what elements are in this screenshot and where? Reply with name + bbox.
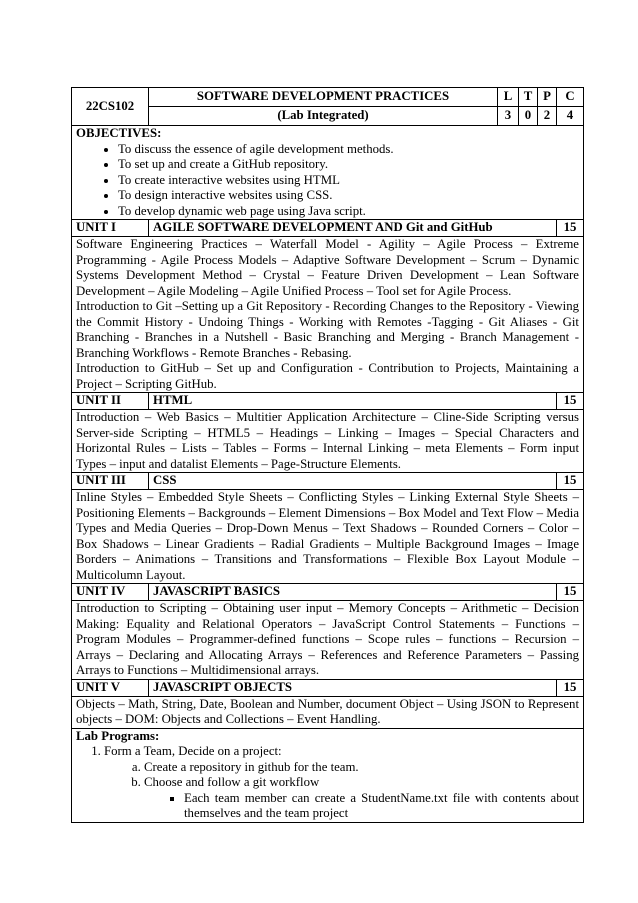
credit-value-c: 4 [557,107,584,126]
lab-item [104,744,579,822]
lab-item-text: Form a Team, Decide on a project: [104,744,282,758]
lab-sublist [104,760,579,822]
unit-paragraph: Inline Styles – Embedded Style Sheets – Conflicting Styles – Linking External Style Sheets – Positioning Elements – Backgrounds – Element Dimensions – Box Model and Text Flow – Media Types and Media Queries – Drop-Down Menus – Text Shadows – Rounded Corners – Color – Box Shadows – Linear Gradients – Radial Gradients – Multiple Background Images – Image Borders – Animations – Transitions and Transformations – Flexible Box Layout Module – Multicolumn Layout. [76,490,579,582]
objective-item: • To set up and create a GitHub repository. [118,157,579,173]
unit-label: UNIT III [72,473,149,490]
lab-heading: Lab Programs: [76,728,160,743]
unit-hours: 15 [557,473,584,490]
unit-paragraph: Introduction to GitHub – Set up and Configuration - Contribution to Projects, Maintaining a Project – Scripting GitHub. [76,361,579,391]
unit-hours: 15 [557,584,584,601]
unit-content [72,237,584,393]
unit-title: HTML [149,393,557,410]
lab-bullets [144,791,579,822]
credit-label-l: L [498,88,519,107]
objective-item: • To discuss the essence of agile development methods. [118,142,579,158]
lab-programs-section [72,728,584,822]
unit-paragraph: Introduction to Scripting – Obtaining user input – Memory Concepts – Arithmetic – Decision Making: Equality and Relational Operators – JavaScript Control Statements – Functions – Program Modules – Programmer-defined functions – Scope rules – functions – Recursion – Arrays – Declaring and Allocating Arrays – References and Reference Parameters – Passing Arrays to Functions – Multidimensional arrays. [76,601,579,677]
unit-paragraph: Introduction to Git –Setting up a Git Repository - Recording Changes to the Repository - Viewing the Commit History - Undoing Things - Working with Remotes -Tagging - Git Aliases - Git Branching - Branches in a Nutshell - Basic Branching and Merging - Branch Management - Branching Workflows - Remote Branches - Rebasing. [76,299,579,360]
unit-hours: 15 [557,393,584,410]
credit-value-p: 2 [538,107,557,126]
unit-content [72,601,584,680]
lab-subitem: a. Create a repository in github for the team. [144,760,579,776]
unit-content [72,490,584,584]
unit-title: AGILE SOFTWARE DEVELOPMENT AND Git and GitHub [149,220,557,237]
unit-paragraph: Software Engineering Practices – Waterfall Model - Agility – Agile Process – Extreme Programming - Agile Process Models – Adaptive Software Development – Scrum – Dynamic Systems Development Method – Crystal – Feature Driven Development – Lean Software Development – Agile Modeling – Agile Unified Process – Tool set for Agile Process. [76,237,579,298]
course-subtitle: (Lab Integrated) [149,107,498,126]
unit-title: JAVASCRIPT OBJECTS [149,679,557,696]
syllabus-page [71,87,583,823]
credit-value-t: 0 [519,107,538,126]
syllabus-table [71,87,584,823]
unit-paragraph: Introduction – Web Basics – Multitier Application Architecture – Cline-Side Scripting versus Server-side Scripting – HTML5 – Headings – Linking – Images – Special Characters and Horizontal Rules – Lists – Tables – Forms – Internal Linking – meta Elements – Form input Types – input and datalist Elements – Page-Structure Elements. [76,410,579,471]
unit-label: UNIT II [72,393,149,410]
objective-item: • To design interactive websites using CSS. [118,188,579,204]
objectives-list [76,142,579,220]
unit-label: UNIT I [72,220,149,237]
objectives-section [72,126,584,220]
unit-title: CSS [149,473,557,490]
credit-label-c: C [557,88,584,107]
objective-item: • To develop dynamic web page using Java script. [118,204,579,220]
lab-bullet: ▪ Each team member can create a StudentName.txt file with contents about themselves and the team project [184,791,579,822]
lab-list [76,744,579,822]
unit-paragraph: Objects – Math, String, Date, Boolean and Number, document Object – Using JSON to Represent objects – DOM: Objects and Collections – Event Handling. [76,696,579,726]
unit-title: JAVASCRIPT BASICS [149,584,557,601]
lab-subitem [144,775,579,822]
objectives-heading: OBJECTIVES: [76,126,162,140]
unit-hours: 15 [557,220,584,237]
credit-label-p: P [538,88,557,107]
unit-label: UNIT IV [72,584,149,601]
unit-content [72,410,584,473]
unit-hours: 15 [557,679,584,696]
unit-label: UNIT V [72,679,149,696]
credit-label-t: T [519,88,538,107]
lab-subitem-text: Choose and follow a git workflow [144,775,320,789]
unit-content [72,696,584,728]
course-title: SOFTWARE DEVELOPMENT PRACTICES [149,88,498,107]
objective-item: • To create interactive websites using HTML [118,173,579,189]
credit-value-l: 3 [498,107,519,126]
course-code: 22CS102 [72,88,149,126]
